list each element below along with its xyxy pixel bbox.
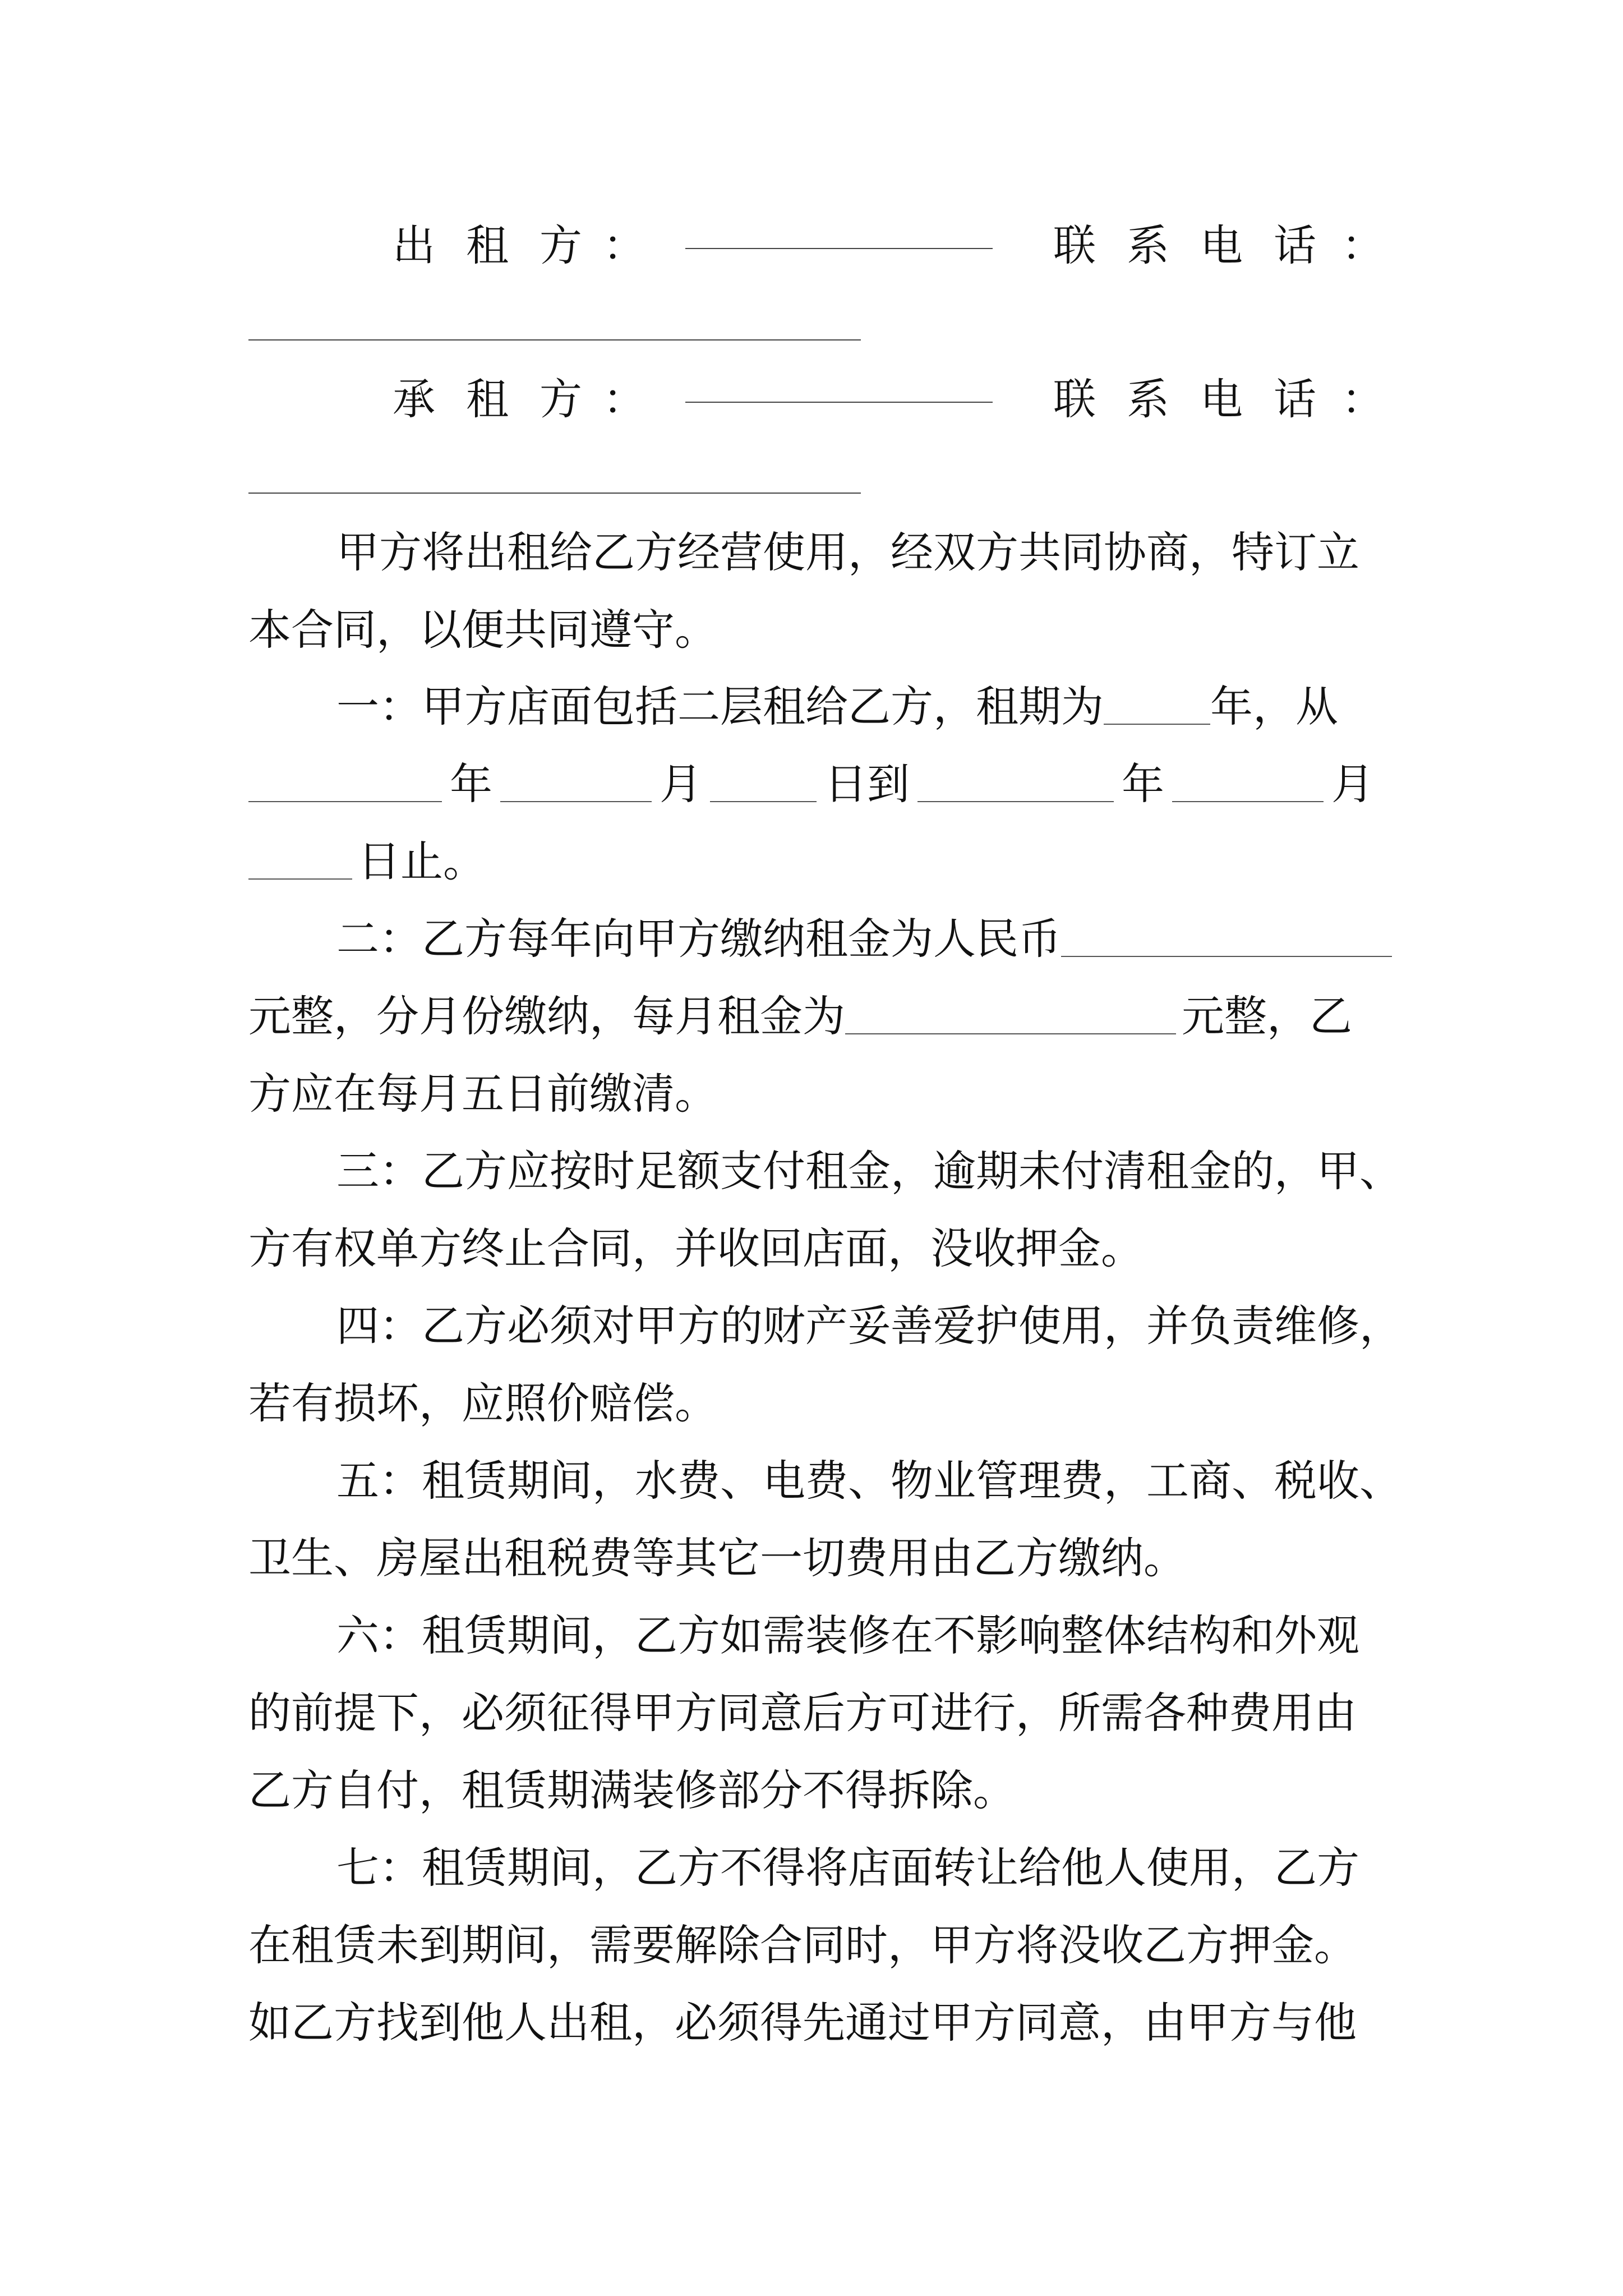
clause-1-line-1 (336, 673, 1475, 740)
clause-1-line-2 (248, 751, 1387, 818)
clause-7-line-2: 在租赁未到期间，需要解除合同时，甲方将没收乙方押金。 (248, 1920, 1357, 1970)
end-year-label: 年 (1122, 759, 1164, 809)
clause-2-text-2: 元整，分月份缴纳，每月租金为 (248, 991, 845, 1041)
lessee-name-blank[interactable] (685, 402, 993, 403)
start-month-blank[interactable] (500, 756, 652, 802)
lessor-phone-blank[interactable] (248, 339, 861, 341)
clause-7-line-3: 如乙方找到他人出租，必须得先通过甲方同意，由甲方与他 (248, 1998, 1357, 2047)
clause-2-line-2 (248, 983, 1387, 1050)
end-year-blank[interactable] (917, 756, 1114, 802)
clause-2-text: 二：乙方每年向甲方缴纳租金为人民币 (336, 914, 1061, 964)
clause-3-line-2: 方有权单方终止合同，并收回店面，没收押金。 (248, 1223, 1144, 1273)
clause-7-line-1: 七：租赁期间，乙方不得将店面转让给他人使用，乙方 (336, 1843, 1359, 1893)
lessee-phone-blank[interactable] (248, 493, 861, 494)
lessor-row (0, 212, 1623, 279)
clause-1-end: 日止。 (358, 836, 486, 886)
lessee-phone-colon: ： (1341, 374, 1384, 424)
clause-1-from: 年，从 (1210, 682, 1338, 731)
clause-5-line-2: 卫生、房屋出租税费等其它一切费用由乙方缴纳。 (248, 1533, 1186, 1583)
clause-2-line-1 (336, 905, 1475, 973)
lessor-phone-label: 联系电话 (1053, 220, 1347, 270)
intro-line-2: 本合同，以便共同遵守。 (248, 605, 717, 655)
clause-1-text: 一：甲方店面包括二层租给乙方，租期为 (336, 682, 1104, 731)
clause-4-line-2: 若有损坏，应照价赔偿。 (248, 1378, 717, 1428)
clause-6-line-2: 的前提下，必须征得甲方同意后方可进行，所需各种费用由 (248, 1688, 1357, 1738)
clause-6-line-3: 乙方自付，租赁期满装修部分不得拆除。 (248, 1765, 1016, 1815)
annual-rent-blank[interactable] (1061, 911, 1392, 957)
clause-2-text-3: 元整，乙 (1182, 991, 1352, 1041)
clause-1-line-3 (248, 828, 1387, 895)
clause-6-line-1: 六：租赁期间，乙方如需装修在不影响整体结构和外观 (336, 1611, 1359, 1660)
lessor-phone-colon: ： (1341, 220, 1384, 270)
end-month-label: 月 (1331, 759, 1374, 809)
start-day-blank[interactable] (710, 756, 817, 802)
clause-5-line-1: 五：租赁期间，水费、电费、物业管理费，工商、税收、 (336, 1456, 1402, 1506)
monthly-rent-blank[interactable] (845, 988, 1176, 1034)
lessor-colon: ： (603, 220, 645, 270)
start-year-blank[interactable] (248, 756, 442, 802)
end-day-blank[interactable] (248, 834, 352, 880)
lessor-name-blank[interactable] (685, 248, 993, 249)
lessee-row (0, 366, 1623, 433)
clause-4-line-1: 四：乙方必须对甲方的财产妥善爱护使用，并负责维修， (336, 1301, 1402, 1351)
lessee-colon: ： (603, 374, 645, 424)
start-year-label: 年 (450, 759, 492, 809)
term-years-blank[interactable] (1104, 679, 1210, 725)
lessee-phone-label: 联系电话 (1053, 374, 1347, 424)
clause-3-line-1: 三：乙方应按时足额支付租金，逾期未付清租金的，甲、 (336, 1146, 1402, 1196)
start-month-label: 月 (660, 759, 702, 809)
clause-2-line-3: 方应在每月五日前缴清。 (248, 1069, 717, 1119)
lessor-label: 出租方 (393, 220, 613, 270)
intro-line-1: 甲方将出租给乙方经营使用，经双方共同协商，特订立 (336, 527, 1359, 577)
lessee-label: 承租方 (393, 374, 613, 424)
end-month-blank[interactable] (1172, 756, 1324, 802)
start-day-to-label: 日到 (824, 759, 910, 809)
